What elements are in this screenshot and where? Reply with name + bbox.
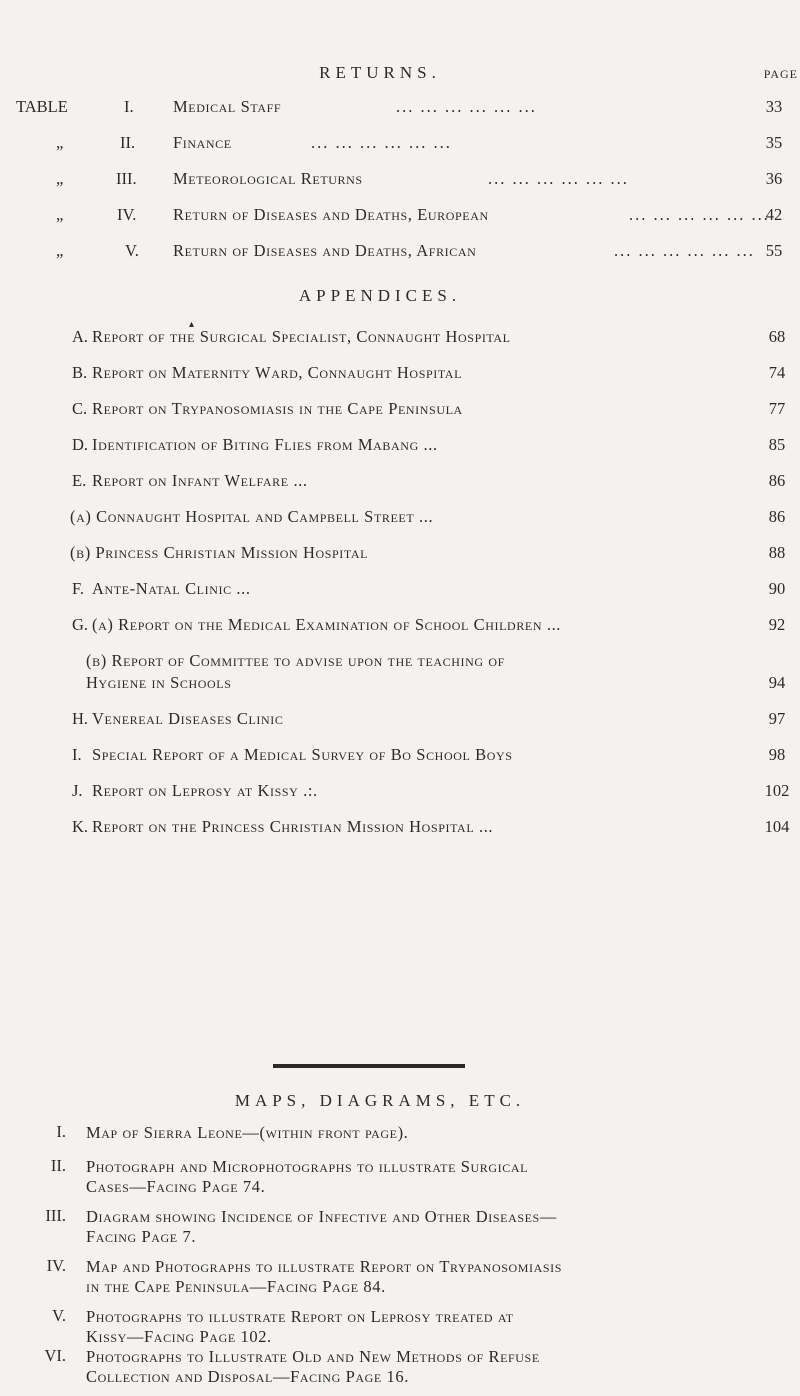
appendix-page: 92: [768, 615, 786, 634]
maps-line: Cases—Facing Page 74.: [86, 1177, 266, 1196]
returns-title: Finance: [173, 133, 232, 152]
appendix-title: Report on Trypanosomiasis in the Cape Peninsula: [92, 399, 463, 418]
appendix-row: [0, 579, 800, 601]
returns-row: [16, 97, 800, 119]
appendix-row: [0, 817, 800, 839]
returns-num: II.: [120, 133, 136, 152]
dot-leader: ... ... ... ... ... ...: [629, 205, 770, 224]
maps-line: Photographs to illustrate Report on Leprosy treated at: [86, 1307, 514, 1326]
maps-item: [0, 1156, 800, 1200]
appendix-page: 102: [764, 781, 790, 800]
appendix-page: 90: [768, 579, 786, 598]
appendix-title: Report on the Princess Christian Mission Hospital ...: [92, 817, 494, 836]
appendix-letter: D.: [72, 435, 89, 454]
maps-num: IV.: [46, 1256, 66, 1275]
appendix-letter: B.: [72, 363, 88, 382]
maps-item: [0, 1256, 800, 1300]
returns-row: [16, 241, 800, 263]
maps-line: Facing Page 7.: [86, 1227, 197, 1246]
maps-line: Kissy—Facing Page 102.: [86, 1327, 272, 1346]
appendix-letter: J.: [72, 781, 83, 800]
appendix-row: [0, 781, 800, 803]
appendix-title: (b) Princess Christian Mission Hospital: [70, 543, 369, 562]
maps-heading: MAPS, DIAGRAMS, ETC.: [234, 1091, 526, 1110]
returns-page: 55: [765, 241, 783, 260]
appendix-letter: I.: [72, 745, 82, 764]
appendix-row: [0, 363, 800, 385]
returns-title: Meteorological Returns: [173, 169, 363, 188]
returns-row: [16, 205, 800, 227]
maps-line: Collection and Disposal—Facing Page 16.: [86, 1367, 409, 1386]
appendix-page: 88: [768, 543, 786, 562]
appendix-page: 97: [768, 709, 786, 728]
appendix-title: Special Report of a Medical Survey of Bo School Boys: [92, 745, 513, 764]
returns-num: IV.: [117, 205, 137, 224]
appendix-title: (a) Connaught Hospital and Campbell Street ...: [70, 507, 434, 526]
appendix-letter: G.: [72, 615, 89, 634]
appendix-page: 86: [768, 507, 786, 526]
returns-num: V.: [125, 241, 139, 260]
appendix-row: [0, 745, 800, 767]
maps-item: [0, 1346, 800, 1390]
dot-leader: ... ... ... ... ... ...: [614, 241, 755, 260]
appendix-title: Report of the Surgical Specialist, Connaught Hospital: [92, 327, 511, 346]
maps-item: [0, 1306, 800, 1350]
maps-num: V.: [52, 1306, 66, 1325]
appendix-letter: E.: [72, 471, 87, 490]
appendix-row: [0, 673, 800, 695]
maps-num: I.: [56, 1122, 66, 1141]
returns-title: Return of Diseases and Deaths, African: [173, 241, 477, 260]
returns-row: [16, 133, 800, 155]
appendix-title: Report on Leprosy at Kissy .:.: [92, 781, 318, 800]
appendix-row: [0, 651, 800, 673]
returns-heading: RETURNS.: [319, 63, 441, 82]
appendix-letter: K.: [72, 817, 89, 836]
appendix-letter: C.: [72, 399, 88, 418]
appendix-title: Identification of Biting Flies from Mabang ...: [92, 435, 438, 454]
returns-row: [16, 169, 800, 191]
appendix-title: Venereal Diseases Clinic: [92, 709, 284, 728]
appendix-row: [0, 543, 800, 565]
ditto-mark: „: [56, 169, 64, 188]
returns-title: Medical Staff: [173, 97, 282, 116]
appendix-row: [0, 399, 800, 421]
appendix-title: Ante-Natal Clinic ...: [92, 579, 251, 598]
appendix-row: [0, 327, 800, 349]
appendix-page: 98: [768, 745, 786, 764]
maps-line: Photograph and Microphotographs to illustrate Surgical: [86, 1157, 529, 1176]
appendix-page: 68: [768, 327, 786, 346]
appendix-row: [0, 471, 800, 493]
appendix-page: 74: [768, 363, 786, 382]
maps-line: in the Cape Peninsula—Facing Page 84.: [86, 1277, 386, 1296]
appendix-title: (b) Report of Committee to advise upon the teaching of: [86, 651, 505, 670]
appendices-heading: APPENDICES.: [298, 286, 462, 305]
maps-item: [0, 1206, 800, 1250]
maps-line: Diagram showing Incidence of Infective and Other Diseases—: [86, 1207, 557, 1226]
appendix-row: [0, 709, 800, 731]
section-divider: [273, 1064, 465, 1068]
dot-leader: ... ... ... ... ... ...: [311, 133, 452, 152]
appendix-letter: H.: [72, 709, 89, 728]
ink-tick-mark: ▴: [189, 319, 195, 330]
maps-num: III.: [45, 1206, 66, 1225]
appendix-page: 86: [768, 471, 786, 490]
page-column-header: PAGE: [763, 67, 798, 81]
appendix-title: (a) Report on the Medical Examination of School Children ...: [92, 615, 562, 634]
returns-title: Return of Diseases and Deaths, European: [173, 205, 489, 224]
appendix-title: Report on Infant Welfare ...: [92, 471, 308, 490]
maps-item: [0, 1122, 800, 1144]
returns-page: 36: [765, 169, 783, 188]
ditto-mark: „: [56, 241, 64, 260]
appendix-page: 85: [768, 435, 786, 454]
appendix-row: [0, 615, 800, 637]
appendix-letter: F.: [72, 579, 84, 598]
dot-leader: ... ... ... ... ... ...: [488, 169, 629, 188]
appendix-page: 94: [768, 673, 786, 692]
maps-num: VI.: [44, 1346, 66, 1365]
maps-num: II.: [50, 1156, 66, 1175]
appendix-title: Report on Maternity Ward, Connaught Hospital: [92, 363, 462, 382]
appendix-row: [0, 507, 800, 529]
ditto-mark: „: [56, 205, 64, 224]
returns-num: I.: [124, 97, 134, 116]
maps-line: Map and Photographs to illustrate Report on Trypanosomiasis: [86, 1257, 563, 1276]
appendix-page: 77: [768, 399, 786, 418]
ditto-mark: „: [56, 133, 64, 152]
returns-num: III.: [116, 169, 137, 188]
table-label: TABLE: [16, 97, 68, 116]
appendix-title: Hygiene in Schools: [86, 673, 232, 692]
dot-leader: ... ... ... ... ... ...: [396, 97, 537, 116]
maps-line: Photographs to Illustrate Old and New Methods of Refuse: [86, 1347, 540, 1366]
appendix-page: 104: [764, 817, 790, 836]
returns-page: 42: [765, 205, 783, 224]
returns-page: 33: [765, 97, 783, 116]
returns-page: 35: [765, 133, 783, 152]
appendix-row: [0, 435, 800, 457]
maps-line: Map of Sierra Leone—(within front page).: [86, 1123, 409, 1142]
appendix-letter: A.: [72, 327, 89, 346]
